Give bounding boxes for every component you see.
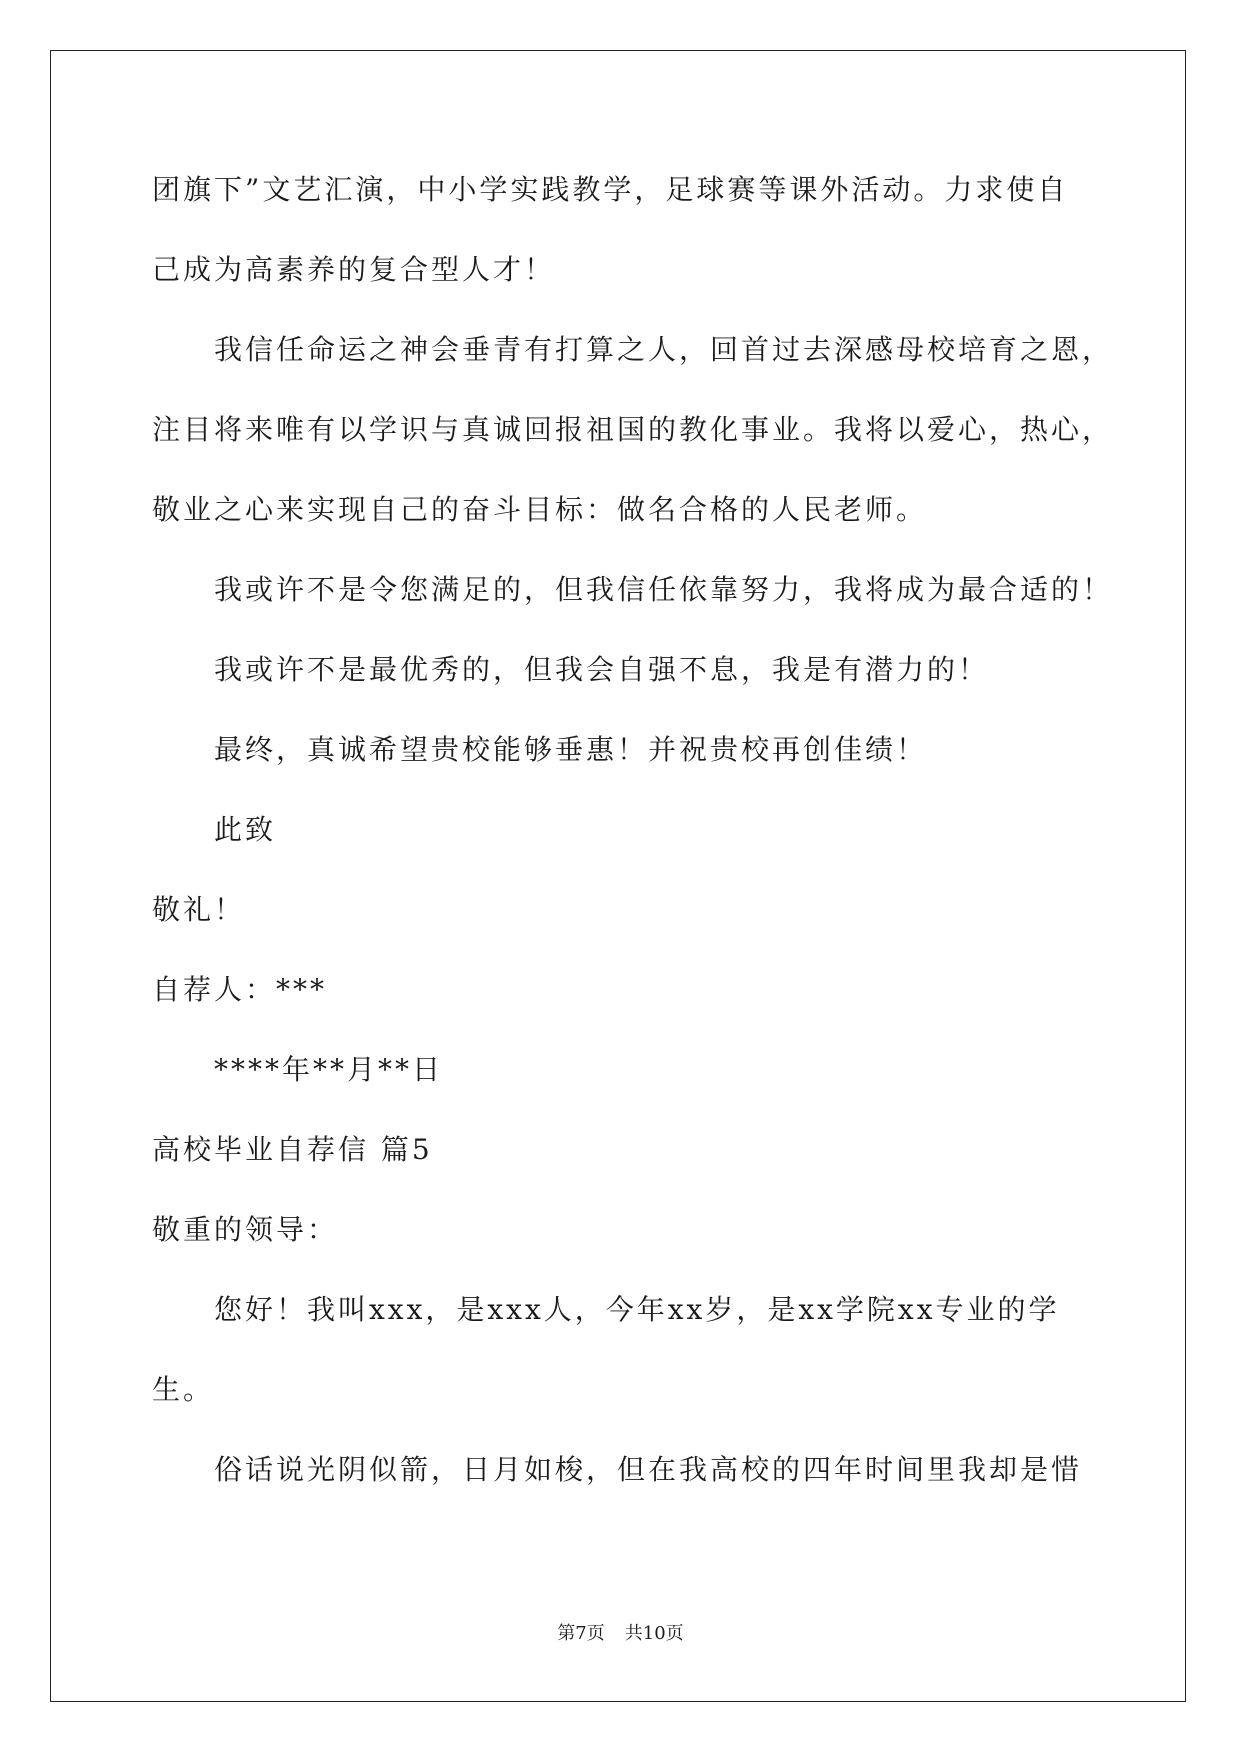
page-footer [0,1622,1241,1646]
body-line-3: 我信任命运之神会垂青有打算之人，回首过去深感母校培育之恩， [214,333,1114,366]
page-number-current: 第7页 [557,1623,605,1644]
body-line-8: 最终，真诚希望贵校能够垂惠！并祝贵校再创佳绩！ [214,733,928,766]
body-line-2: 己成为高素养的复合型人才！ [152,253,556,286]
section-title: 高校毕业自荐信 篇5 [152,1133,433,1166]
closing-respect: 敬礼！ [152,893,246,926]
date-line: ****年**月**日 [214,1053,444,1086]
signature-line: 自荐人：*** [152,973,328,1006]
page-number-total: 共10页 [624,1623,684,1644]
body-line-intro-cont: 生。 [152,1373,215,1406]
closing-salutation: 此致 [214,813,277,846]
greeting-line: 敬重的领导： [152,1213,339,1246]
body-line-4: 注目将来唯有以学识与真诚回报祖国的教化事业。我将以爱心，热心， [152,413,1114,446]
body-line-6: 我或许不是令您满足的，但我信任依靠努力，我将成为最合适的！ [214,573,1114,606]
body-line-intro: 您好！我叫xxx，是xxx人，今年xx岁，是xx学院xx专业的学 [214,1293,1060,1326]
body-line-5: 敬业之心来实现自己的奋斗目标：做名合格的人民老师。 [152,493,928,526]
body-line-last: 俗话说光阴似箭，日月如梭，但在我高校的四年时间里我却是惜 [214,1453,1083,1486]
body-line-1: 团旗下”文艺汇演，中小学实践教学，足球赛等课外活动。力求使自 [152,173,1069,206]
body-line-7: 我或许不是最优秀的，但我会自强不息，我是有潜力的！ [214,653,990,686]
